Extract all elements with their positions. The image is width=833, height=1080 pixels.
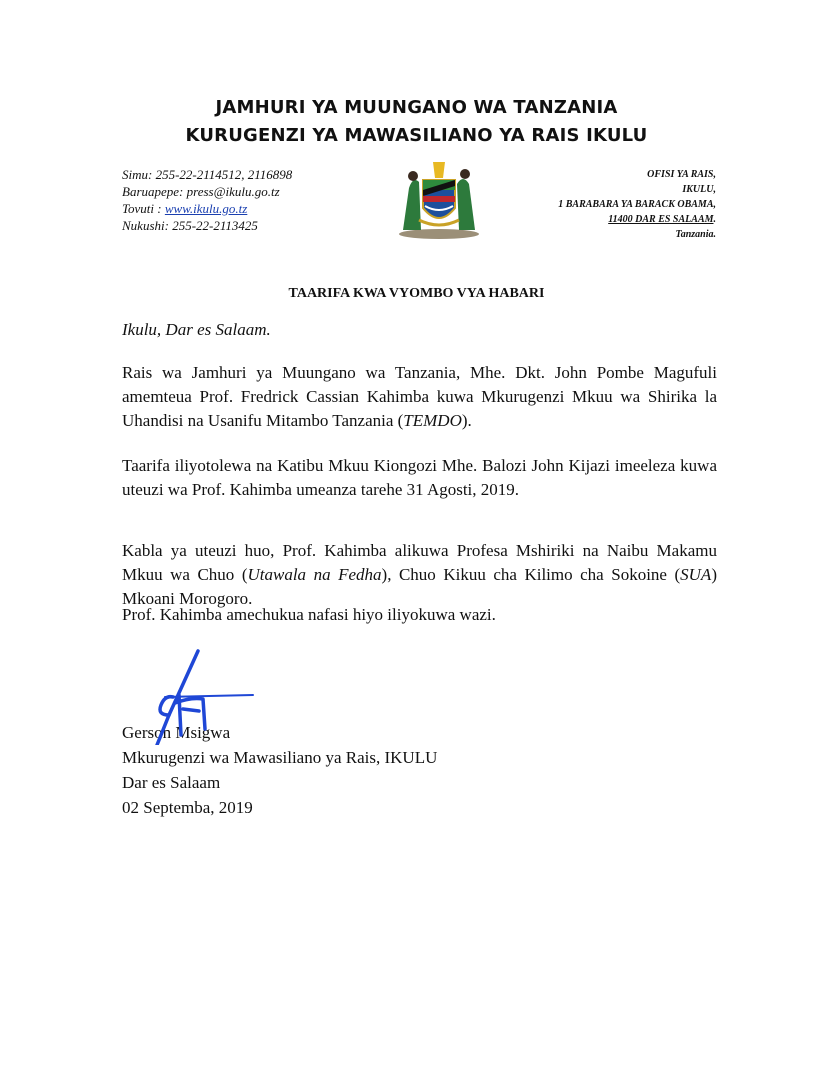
p3-em2: SUA (680, 565, 712, 584)
address-period: . (713, 214, 716, 225)
signer-name: Gerson Msigwa (122, 723, 231, 742)
paragraph-2 (122, 454, 717, 502)
p3-text-c: ) Mkoani Morogoro. (122, 565, 717, 608)
handwritten-signature (95, 645, 265, 745)
p3-text: Kabla ya uteuzi huo, Prof. Kahimba alikuwa Profesa Mshiriki na Naibu Makamu Mkuu wa Chuo ( (122, 541, 717, 584)
document-heading: TAARIFA KWA VYOMBO VYA HABARI (288, 286, 545, 301)
address-line2: IKULU, (682, 184, 716, 195)
contact-fax: Nukushi: 255-22-2113425 (122, 218, 258, 233)
address-line3: 1 BARABARA YA BARACK OBAMA, (558, 199, 716, 210)
contact-website-row (122, 200, 292, 217)
p3-em1: Utawala na Fedha (247, 565, 382, 584)
p2-text: Taarifa iliyotolewa na Katibu Mkuu Kiongozi Mhe. Balozi John Kijazi imeeleza kuwa uteuzi wa Prof. Kahimba umeanza tarehe 31 Agosti, 2019. (122, 456, 717, 499)
address-block (558, 167, 716, 242)
address-line1: OFISI YA RAIS, (647, 169, 716, 180)
header-title-line1: JAMHURI YA MUUNGANO WA TANZANIA (215, 97, 618, 118)
p1-text: Rais wa Jamhuri ya Muungano wa Tanzania, Mhe. Dkt. John Pombe Magufuli amemteua Prof. Fredrick Cassian Kahimba kuwa Mkurugenzi Mkuu wa Shirika la Uhandisi na Usanifu Mitambo Tanzania ( (122, 363, 717, 430)
signer-title: Mkurugenzi wa Mawasiliano ya Rais, IKULU (122, 748, 438, 767)
contact-block (122, 166, 292, 234)
address-country: Tanzania. (675, 229, 716, 240)
place-line: Ikulu, Dar es Salaam. (122, 320, 271, 339)
p3-text-b: ), Chuo Kikuu cha Kilimo cha Sokoine ( (381, 565, 681, 584)
paragraph-1 (122, 361, 717, 433)
p1-acronym: TEMDO (403, 411, 462, 430)
signer-city: Dar es Salaam (122, 773, 221, 792)
p1-end: ). (461, 411, 472, 430)
contact-phone: Simu: 255-22-2114512, 2116898 (122, 167, 293, 182)
website-label: Tovuti : (122, 201, 165, 216)
paragraph-4 (122, 603, 717, 627)
signature-date: 02 Septemba, 2019 (122, 798, 253, 817)
contact-email: Baruapepe: press@ikulu.go.tz (122, 184, 280, 199)
coat-of-arms-emblem (393, 158, 485, 240)
header-title-line2: KURUGENZI YA MAWASILIANO YA RAIS IKULU (185, 125, 648, 146)
address-line4 (558, 212, 716, 227)
website-link[interactable]: www.ikulu.go.tz (164, 201, 248, 216)
paragraph-3 (122, 539, 717, 611)
p4-text: Prof. Kahimba amechukua nafasi hiyo iliyokuwa wazi. (122, 605, 496, 624)
address-city: 11400 DAR ES SALAAM (608, 214, 714, 225)
